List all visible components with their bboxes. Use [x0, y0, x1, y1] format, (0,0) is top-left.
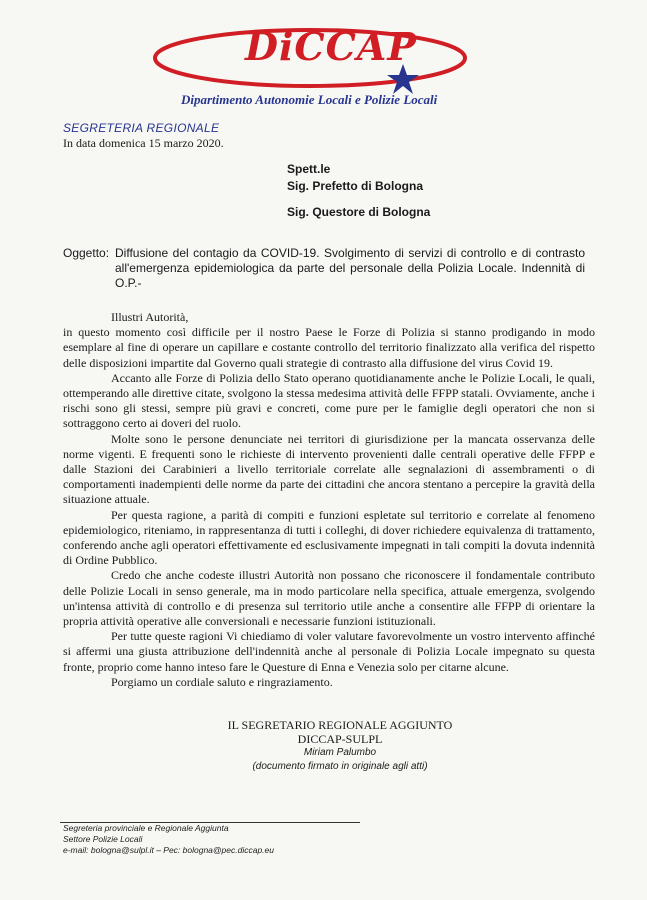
closing-paragraph: Porgiamo un cordiale saluto e ringraziamento.: [111, 674, 333, 689]
signature-note: (documento firmato in originale agli atti): [252, 761, 428, 772]
recipient-greeting: Spett.le: [287, 162, 331, 176]
footer-block: [63, 823, 274, 856]
body-paragraph: Per tutte queste ragioni Vi chiediamo di voler valutare favorevolmente un vostro intervento affinché si affermi una giusta attribuzione dell'indennità anche al personale di Polizia Locale impegnato su questa fronte, proprio come hanno inteso fare le Questure di Enna e Venezia solo per citarne alcune.: [63, 629, 595, 674]
salutation: Illustri Autorità,: [111, 310, 189, 324]
signature-title: IL SEGRETARIO REGIONALE AGGIUNTO: [227, 718, 453, 732]
secretariat-heading: SEGRETERIA REGIONALE: [63, 121, 220, 135]
body-paragraph: in questo momento così difficile per il nostro Paese le Forze di Polizia si stanno prodigando in modo esemplare al fine di operare un capillare e costante controllo del territorio finalizzato alla verifica del rispetto delle disposizioni impartite dal Governo quali strategie di contrasto alla diffusione del virus Covid 19.: [63, 325, 595, 370]
signature-org: DICCAP-SULPL: [297, 732, 383, 746]
letter-date: In data domenica 15 marzo 2020.: [63, 136, 224, 150]
logo-wordmark: DiCCAP: [245, 24, 417, 69]
body-paragraph: Accanto alle Forze di Polizia dello Stato operano quotidianamente anche le Polizie Locali, le quali, ottemperando alle direttive citate, svolgono la stessa medesima attività delle FFPP statali. Ovviamente, anche i rischi sono gli stessi, sempre più gravi e concreti, come pure per le famiglie degli operatori che non si sottraggono certo ai doveri del ruolo.: [63, 370, 595, 431]
subject-text: Diffusione del contagio da COVID-19. Svolgimento di servizi di controllo e di contrasto all'emergenza epidemiologica da parte del personale della Polizia Locale. Indennità di O.P.-: [115, 246, 585, 290]
recipient-questore: Sig. Questore di Bologna: [287, 205, 431, 219]
footer-contact: e-mail: bologna@sulpl.it – Pec: bologna@pec.diccap.eu: [63, 845, 274, 855]
subject-label: Oggetto:: [63, 246, 110, 260]
footer-line: Segreteria provinciale e Regionale Aggiunta: [63, 823, 229, 833]
department-name: Dipartimento Autonomie Locali e Polizie Locali: [181, 92, 438, 107]
letter-body: [63, 310, 595, 690]
signature-block: [200, 718, 480, 774]
recipient-prefect: Sig. Prefetto di Bologna: [287, 179, 424, 193]
footer-line: Settore Polizie Locali: [63, 834, 143, 844]
body-paragraph: Credo che anche codeste illustri Autorità non possano che riconoscere il fondamentale contributo delle Polizie Locali in senso generale, ma in modo particolare nella specifica, attuale emergenza, svolgendo un'intensa attività di controllo e di presenza sul territorio utile anche a consentire alle FFPP di orientare la propria attività operative alle conversionali e necessarie funzioni istituzionali.: [63, 568, 595, 629]
body-paragraph: Per questa ragione, a parità di compiti e funzioni espletate sul territorio e correlate al fenomeno epidemiologico, riteniamo, in rappresentanza di tutti i colleghi, di dover richiedere equivalenza di trattamento, conferendo anche agli operatori effettivamente ed esclusivamente impegnati in tali compiti la dovuta indennità di Ordine Pubblico.: [63, 507, 595, 568]
signature-name: Miriam Palumbo: [303, 747, 377, 758]
body-paragraph: Molte sono le persone denunciate nei territori di giurisdizione per la mancata osservanza delle norme vigenti. E frequenti sono le richieste di intervento provenienti dalle centrali operative delle FFPP e dalle Stazioni dei Carabinieri a livello territoriale correlate alle segnalazioni di assembramenti o di comportamenti inadempienti delle norme da parte dei cittadini che ancora stentano a percepire la gravità della situazione attuale.: [63, 431, 595, 507]
